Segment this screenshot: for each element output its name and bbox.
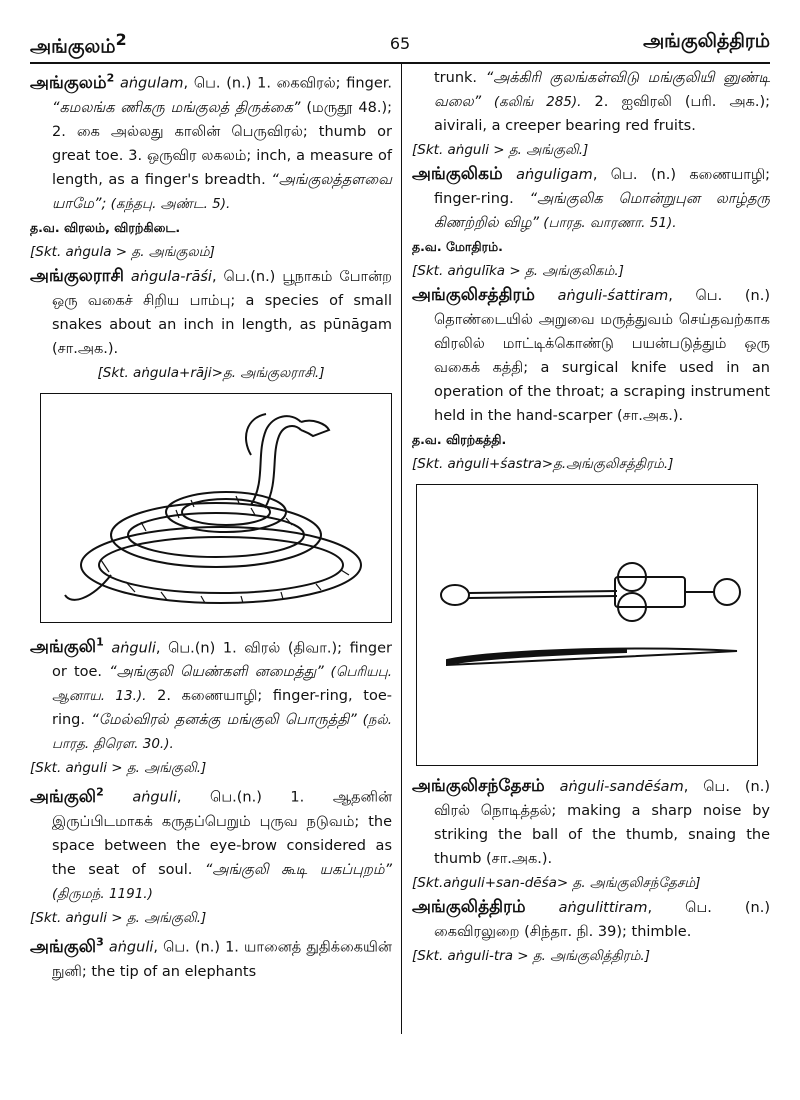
entry-quote: “அங்குலி கூடி யகப்புறம்” <box>204 861 392 878</box>
entry-quote: “அக்கிரி குலங்கள்விடு மங்குலியி னுண்டி வலை” <box>434 70 770 110</box>
entry-citation: (பாரத. வாரணா. 51). <box>539 215 677 231</box>
entry-transliteration: aṅgula-rāśi <box>130 268 212 285</box>
entry-headword: அங்குலம்$^2$ <box>30 71 115 93</box>
entry-quote: “மேல்விரல் தனக்கு மங்குலி பொருத்தி” <box>91 712 357 729</box>
entry-transliteration: aṅguli-sandēśam <box>559 779 684 795</box>
entry-citation: (திருமந். 1191.) <box>52 885 153 902</box>
entry-citation: (கலிங் 285). <box>481 94 582 110</box>
entry-citation: (மருதூ 48.); <box>300 99 392 116</box>
entry-body: 2. ஐவிரலி (பரி. அக.); aivirali, a creeper bearing red fruits. <box>434 94 771 134</box>
entry-body: , பெ. (n.) கைவிரலுறை (சிந்தா. நி. 39); thimble. <box>434 900 770 940</box>
entry-transliteration: aṅgulam <box>119 75 184 92</box>
entry-anguli-3-continued <box>412 66 770 162</box>
entry-angulittiram <box>412 895 770 968</box>
entry-transliteration: aṅguli <box>108 939 154 956</box>
entry-citation: (பெரியபு. ஆனாய. 13.). <box>52 664 392 705</box>
entry-body: , பெ.(n.) பூநாகம் போன்ற ஒரு வகைச் சிறிய பாம்பு; a species of small snakes about an inch in length, as pūnāgam (சா.அக.). <box>52 268 392 357</box>
entry-headword: அங்குலிகம் <box>412 164 503 184</box>
entry-etymology: [Skt. aṅguli > த. அங்குலி.] <box>30 760 207 777</box>
entry-quote: “கமலங்க ணிகரு மங்குலத் திருக்கை” <box>52 99 301 116</box>
entry-body: 2. கணையாழி; finger-ring, toe-ring. <box>52 688 392 729</box>
entry-etymology: [Skt. aṅgula > த. அங்குலம்] <box>30 243 215 260</box>
entry-headword: அங்குலித்திரம் <box>412 897 526 917</box>
entry-synonym: த.வ. மோதிரம். <box>412 239 503 254</box>
entry-body: 2. கை அல்லது காலின் பெருவிரல்; thumb or great toe. 3. ஒருவிர லகலம்; inch, a measure of length, as a finger's breadth. <box>52 123 392 188</box>
entry-quote: “அங்குலத்தளவை யாமே”; <box>52 171 392 212</box>
entry-body: trunk. <box>434 70 486 86</box>
entry-etymology: [Skt. aṅguli > த. அங்குலி.] <box>30 909 207 926</box>
entry-citation: (கந்தபு. அண்ட. 5). <box>106 195 231 212</box>
entry-body: , பெ. (n.) 1. கைவிரல்; finger. <box>183 75 392 92</box>
entry-synonym: த.வ. விரலம், விரற்கிடை. <box>30 219 181 235</box>
column-divider <box>401 64 402 1034</box>
entry-anguligam <box>412 162 770 283</box>
page-number: 65 <box>389 34 411 53</box>
entry-etymology: [Skt. aṅgula+rāji>த. அங்குலராசி.] <box>97 364 325 381</box>
entry-body: , பெ.(n) 1. விரல் (திவா.); finger or toe. <box>52 640 392 681</box>
entry-etymology: [Skt. aṅguli > த. அங்குலி.] <box>412 142 589 158</box>
entry-angulisattiram <box>412 283 770 476</box>
entry-body: , பெ. (n.) தொண்டையில் அறுவை மருத்துவம் செய்தவற்காக விரலில் மாட்டிக்கொண்டு பயன்படுத்தும் ஒரு வகைக் கத்தி; a surgical knife used in an operation of the throat; a scraping instrument held in the hand-scarper (சா.அக.). <box>434 288 770 424</box>
entry-transliteration: aṅguli <box>132 789 177 806</box>
page-header <box>30 28 770 64</box>
entry-quote: “அங்குலி யெண்களி னமைத்து” <box>109 664 324 681</box>
snake-illustration <box>40 393 392 623</box>
entry-body: , பெ. (n.) 1. யானைத் துதிக்கையின் நுனி; the tip of an elephants <box>52 939 392 980</box>
entry-body: , பெ.(n.) 1. ஆதனின் இருப்பிடமாகக் கருதப்பெறும் புருவ நடுவம்; the space between the eye-brow considered as the seat of soul. <box>52 789 393 878</box>
left-column <box>30 66 392 984</box>
entry-citation: (நல். பாரத. திரௌ. 30.). <box>52 712 393 753</box>
entry-etymology: [Skt.aṅguli+san-dēśa> த. அங்குலிசந்தேசம்] <box>412 875 701 891</box>
entry-headword: அங்குலி$^3$ <box>30 934 104 957</box>
entry-synonym: த.வ. விரற்கத்தி. <box>412 432 507 447</box>
entry-headword: அங்குலி$^2$ <box>30 785 104 807</box>
entry-anguli-1 <box>30 631 392 781</box>
entry-etymology: [Skt. aṅgulīka > த. அங்குலிகம்.] <box>412 263 624 279</box>
entry-transliteration: aṅguligam <box>516 167 593 183</box>
entry-angulisandesam <box>412 774 770 895</box>
entry-body: , பெ. (n.) விரல் நொடித்தல்; making a sharp noise by striking the ball of the thumb, snaing the thumb (சா.அக.). <box>434 779 770 867</box>
entry-anguli-2 <box>30 780 392 930</box>
entry-etymology: [Skt. aṅguli+śastra>த.அங்குலிசத்திரம்.] <box>412 456 674 472</box>
entry-headword: அங்குலி$^1$ <box>30 635 104 658</box>
right-column <box>412 66 770 968</box>
entry-headword: அங்குலிசத்திரம் <box>412 285 535 305</box>
entry-anguli-3 <box>30 930 392 984</box>
entry-transliteration: aṅguli-śattiram <box>557 288 669 304</box>
entry-headword: அங்குலராசி <box>30 265 124 286</box>
entry-angularasi <box>30 264 392 385</box>
entry-body: , பெ. (n.) கணையாழி; finger-ring. <box>434 167 770 207</box>
entry-angulam-2 <box>30 66 392 264</box>
entry-transliteration: aṅguli <box>111 640 156 657</box>
entry-transliteration: aṅgulittiram <box>558 900 648 916</box>
entry-headword: அங்குலிசந்தேசம் <box>412 776 545 796</box>
surgical-instrument-illustration <box>416 484 758 766</box>
header-right-headword: அங்குலித்திரம் <box>643 30 770 52</box>
entry-etymology: [Skt. aṅguli-tra > த. அங்குலித்திரம்.] <box>412 948 650 964</box>
header-left-headword: அங்குலம்$^2$ <box>30 30 127 58</box>
entry-quote: “அங்குலிக மொன்றுபுன லாழ்தரு கிணற்றில் விழ” <box>434 191 770 231</box>
